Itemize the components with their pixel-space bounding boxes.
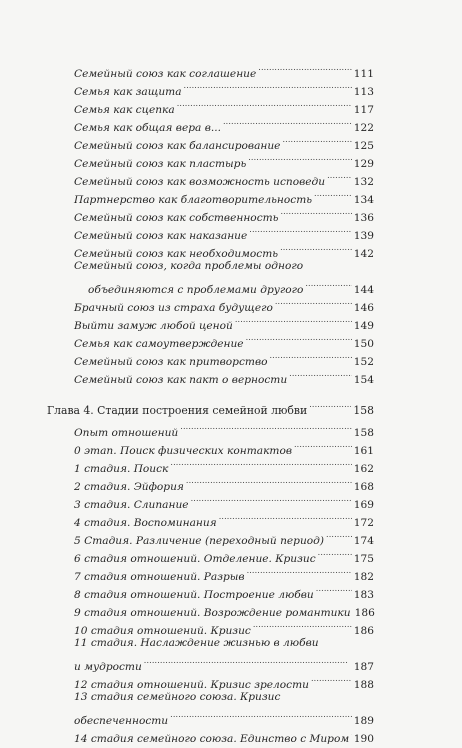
leader-dots (294, 436, 352, 454)
toc-entry-page: 175 (353, 553, 374, 565)
toc-entry-title: Семейный союз как соглашение (74, 68, 257, 80)
table-of-contents (47, 59, 375, 745)
leader-dots (258, 59, 351, 77)
leader-dots (289, 365, 352, 383)
leader-dots (184, 77, 352, 95)
leader-dots (305, 275, 351, 293)
toc-entry (47, 418, 374, 439)
toc-chapter-heading (47, 396, 374, 417)
toc-entry-title: Семейный союз как собственность (74, 212, 279, 224)
toc-entry-title: Семейный союз, когда проблемы одного (74, 260, 304, 272)
toc-entry-page: 189 (353, 715, 374, 727)
leader-dots (327, 167, 352, 185)
toc-entry-page: 152 (353, 356, 374, 368)
toc-entry-title-cont: объединяются с проблемами другого (88, 284, 304, 296)
toc-entry-page: 129 (353, 158, 374, 170)
toc-entry-page: 146 (353, 302, 374, 314)
toc-entry-page: 162 (353, 463, 374, 475)
toc-entry-page: 142 (353, 248, 374, 260)
leader-dots (270, 347, 352, 365)
toc-entry-title: Семейный союз как возможность исповеди (74, 176, 326, 188)
toc-entry-title: 7 стадия отношений. Разрыв (74, 571, 245, 583)
leader-dots (326, 526, 352, 544)
toc-entry-title: Семья как защита (74, 86, 182, 98)
toc-entry-page: 168 (353, 481, 374, 493)
toc-entry-page: 174 (353, 535, 374, 547)
toc-entry-title: 13 стадия семейного союза. Кризис (74, 691, 281, 703)
leader-dots (180, 418, 352, 436)
toc-entry-title: 11 стадия. Наслаждение жизнью в любви (74, 637, 319, 649)
toc-entry (47, 652, 374, 673)
toc-entry-title: 12 стадия отношений. Кризис зрелости (74, 679, 309, 691)
leader-dots (316, 580, 352, 598)
toc-entry-page: 172 (353, 517, 374, 529)
toc-entry-line (47, 634, 374, 652)
leader-dots (309, 396, 351, 414)
toc-entry-title: 1 стадия. Поиск (74, 463, 169, 475)
toc-entry-title: Опыт отношений (74, 427, 179, 439)
leader-dots (186, 472, 352, 490)
leader-dots (177, 95, 352, 113)
leader-dots (314, 185, 352, 203)
chapter-title: Глава 4. Стадии построения семейной любви (47, 404, 308, 417)
toc-entry-title: 5 Стадия. Различение (переходный период) (74, 535, 325, 547)
toc-entry-title-cont: и мудрости (74, 661, 142, 673)
leader-dots (280, 239, 352, 257)
leader-dots (311, 670, 352, 688)
leader-dots (248, 149, 352, 167)
toc-entry-title: 0 этап. Поиск физических контактов (74, 445, 292, 457)
toc-entry-page: 188 (353, 679, 374, 691)
leader-dots (223, 113, 352, 131)
toc-entry-line (47, 688, 374, 706)
toc-entry-title: 6 стадия отношений. Отделение. Кризис (74, 553, 316, 565)
toc-entry-page: 158 (353, 427, 374, 439)
toc-entry-title: Семья как самоутверждение (74, 338, 244, 350)
toc-entry-page: 111 (353, 68, 374, 80)
toc-entry-title: Семья как общая вера в... (74, 122, 221, 134)
leader-dots (247, 562, 352, 580)
toc-entry-page: 183 (353, 589, 374, 601)
leader-dots (235, 311, 352, 329)
toc-entry-title: 9 стадия отношений. Возрождение романтики (74, 607, 351, 619)
toc-entry (47, 275, 374, 296)
toc-entry-title: 14 стадия семейного союза. Единство с Миром (74, 733, 350, 745)
toc-entry-title: Выйти замуж любой ценой (74, 320, 233, 332)
toc-entry-title: Партнерство как благотворительность (74, 194, 313, 206)
toc-entry-title: Семья как сцепка (74, 104, 175, 116)
leader-dots (275, 293, 352, 311)
toc-entry-title: 2 стадия. Эйфория (74, 481, 184, 493)
toc-entry-page: 125 (353, 140, 374, 152)
toc-entry-page: 190 (353, 733, 374, 745)
toc-entry-title: Семейный союз как пакт о верности (74, 374, 288, 386)
toc-entry-page: 149 (353, 320, 374, 332)
chapter-page: 158 (353, 404, 374, 417)
toc-entry-page: 122 (353, 122, 374, 134)
leader-dots (318, 544, 352, 562)
toc-entry-title: Брачный союз из страха будущего (74, 302, 273, 314)
toc-entry-title: 3 стадия. Слипание (74, 499, 189, 511)
toc-entry-page: 139 (353, 230, 374, 242)
toc-entry-title: Семейный союз как необходимость (74, 248, 279, 260)
leader-dots (351, 724, 352, 742)
toc-entry-page: 154 (353, 374, 374, 386)
toc-entry-page: 186 (353, 625, 374, 637)
leader-dots (246, 329, 352, 347)
leader-dots (253, 616, 352, 634)
toc-entry-line (47, 257, 374, 275)
toc-entry-title: Семейный союз как балансирование (74, 140, 281, 152)
toc-entry-page: 136 (353, 212, 374, 224)
leader-dots (191, 490, 352, 508)
leader-dots (219, 508, 352, 526)
toc-entry-page: 182 (353, 571, 374, 583)
leader-dots (282, 131, 351, 149)
toc-entry-page: 187 (353, 661, 374, 673)
toc-entry-page: 113 (353, 86, 374, 98)
toc-entry-page: 161 (353, 445, 374, 457)
toc-entry (47, 706, 374, 727)
toc-entry (47, 59, 374, 80)
toc-entry-title: 10 стадия отношений. Кризис (74, 625, 251, 637)
toc-entry-page: 117 (353, 104, 374, 116)
toc-entry-title: Семейный союз как пластырь (74, 158, 247, 170)
toc-entry-title: Семейный союз как притворство (74, 356, 268, 368)
toc-entry-page: 134 (353, 194, 374, 206)
leader-dots (170, 454, 351, 472)
toc-entry-title-cont: обеспеченности (74, 715, 169, 727)
leader-dots (170, 706, 352, 724)
toc-entry-page: 132 (353, 176, 374, 188)
toc-entry-page: 186 (354, 607, 375, 619)
toc-entry-title: 4 стадия. Воспоминания (74, 517, 217, 529)
toc-entry-page: 150 (353, 338, 374, 350)
leader-dots (144, 652, 352, 670)
leader-dots (249, 221, 351, 239)
toc-entry-title: 8 стадия отношений. Построение любви (74, 589, 314, 601)
leader-dots (280, 203, 351, 221)
toc-entry-title: Семейный союз как наказание (74, 230, 248, 242)
toc-entry-page: 144 (353, 284, 374, 296)
toc-entry-page: 169 (353, 499, 374, 511)
